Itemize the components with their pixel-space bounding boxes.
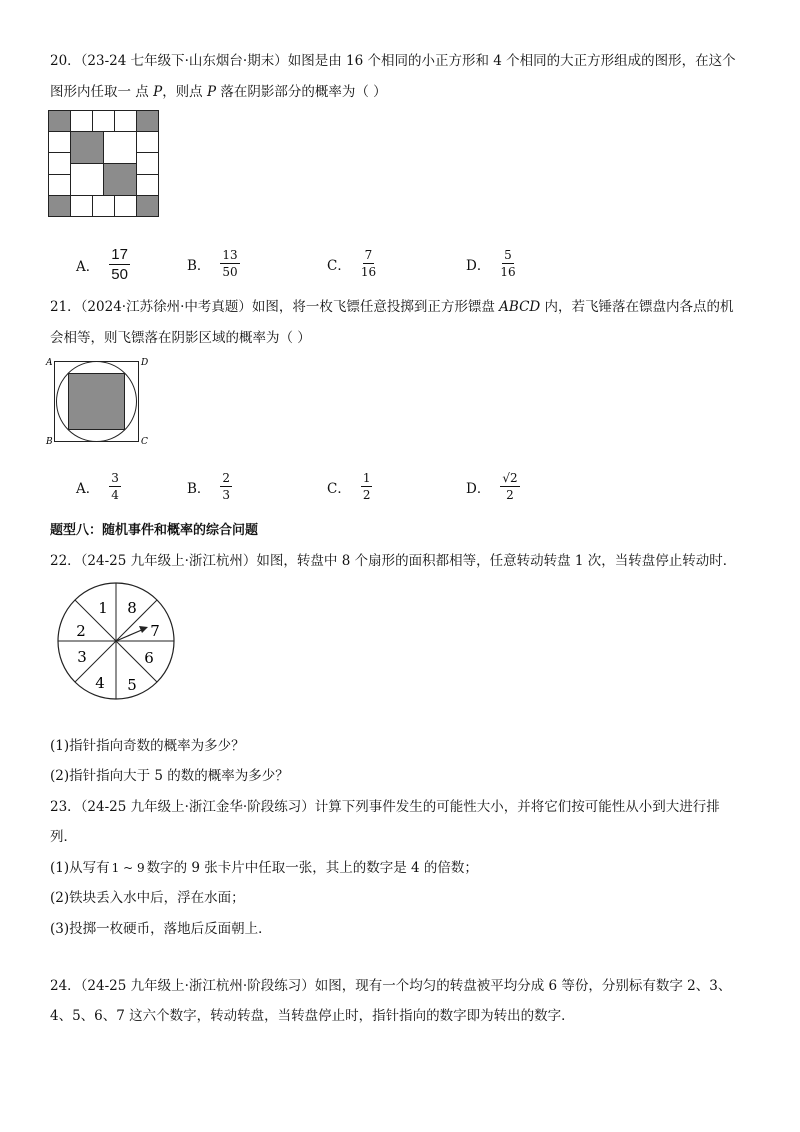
spinner-number: 3 (77, 648, 87, 666)
label-c: C (141, 437, 148, 447)
q24-text-line2: 4、5、6、7 这六个数字，转动转盘，当转盘停止时，指针指向的数字即为转出的数字． (50, 1008, 575, 1024)
q20-option-c[interactable]: C． $\frac{7}{16}$ (327, 248, 377, 279)
spinner-number: 6 (144, 649, 154, 667)
spinner-number: 4 (95, 674, 105, 692)
q21-option-c[interactable]: C． $\frac{1}{2}$ (327, 471, 371, 502)
spinner-number: 8 (127, 599, 137, 617)
q22-sub1: (1)指针指向奇数的概率为多少？ (50, 738, 245, 754)
q21-text-line2: 会相等，则飞镖落在阴影区域的概率为（ ） (50, 330, 311, 346)
q24-text-line1: 24．（24-25 九年级上·浙江杭州·阶段练习）如图，现有一个均匀的转盘被平均分成 6 等份，分别标有数字 2、3、 (50, 978, 732, 994)
q20-text-line2: 图形内任取一 点 P，则点 P 落在阴影部分的概率为（ ） (50, 84, 387, 100)
range-1-9: 1 ~ 9 (111, 861, 145, 875)
q21-option-a[interactable]: A． $\frac{3}{4}$ (76, 471, 119, 502)
var-p: P (153, 84, 163, 100)
q20-option-a[interactable]: A． $\frac{17}{50}$ (76, 246, 128, 283)
fraction: $\frac{7}{16}$ (360, 248, 377, 279)
label-d: D (141, 358, 149, 368)
section-title: 题型八：随机事件和概率的综合问题 (50, 523, 259, 538)
spinner-number: 2 (76, 622, 86, 640)
fraction: $\frac{2}{3}$ (222, 471, 231, 502)
var-p: P (206, 84, 217, 100)
q21-option-d[interactable]: D． $\frac{√2}{2}$ (466, 471, 518, 502)
q20-option-b[interactable]: B． $\frac{13}{50}$ (187, 248, 238, 279)
q22-sub2: (2)指针指向大于 5 的数的概率为多少？ (50, 768, 289, 784)
fraction: $\frac{17}{50}$ (111, 246, 128, 283)
q23-text-line1: 23．（24-25 九年级上·浙江金华·阶段练习）计算下列事件发生的可能性大小，并将它们按可能性从小到大进行排 (50, 799, 720, 815)
q22-spinner (50, 580, 182, 702)
spinner-number: 5 (127, 676, 137, 694)
label-a: A (46, 358, 53, 368)
q21-dartboard-figure (44, 355, 152, 447)
fraction: $\frac{13}{50}$ (222, 248, 238, 279)
spinner-number: 7 (150, 622, 160, 640)
q20-option-d[interactable]: D． $\frac{5}{16}$ (466, 248, 516, 279)
spinner-number: 1 (98, 599, 108, 617)
label-b: B (46, 437, 53, 447)
q23-sub1: (1)从写有 1 ~ 9 数字的 9 张卡片中任取一张，其上的数字是 4 的倍数； (50, 860, 478, 876)
q23-sub2: (2)铁块丢入水中后，浮在水面； (50, 890, 245, 906)
q21-text-line1: 21．（2024·江苏徐州·中考真题）如图，将一枚飞镖任意投掷到正方形镖盘 ABCD 内，若飞锤落在镖盘内各点的机 (50, 299, 734, 315)
q23-text-line2: 列． (50, 829, 77, 845)
q20-square-figure (48, 110, 160, 218)
q20-text-line1: 20．（23-24 七年级下·山东烟台·期末）如图是由 16 个相同的小正方形和 4 个相同的大正方形组成的图形，在这个 (50, 53, 736, 69)
q21-option-b[interactable]: B． $\frac{2}{3}$ (187, 471, 231, 502)
q22-text-line1: 22．（24-25 九年级上·浙江杭州）如图，转盘中 8 个扇形的面积都相等，任意转动转盘 1 次，当转盘停止转动时． (50, 553, 737, 569)
fraction: $\frac{√2}{2}$ (502, 471, 518, 502)
fraction: $\frac{1}{2}$ (362, 471, 371, 502)
q23-sub3: (3)投掷一枚硬币，落地后反面朝上． (50, 921, 272, 937)
fraction: $\frac{5}{16}$ (500, 248, 516, 279)
abcd-label: ABCD (499, 299, 541, 315)
fraction: $\frac{3}{4}$ (111, 471, 119, 502)
